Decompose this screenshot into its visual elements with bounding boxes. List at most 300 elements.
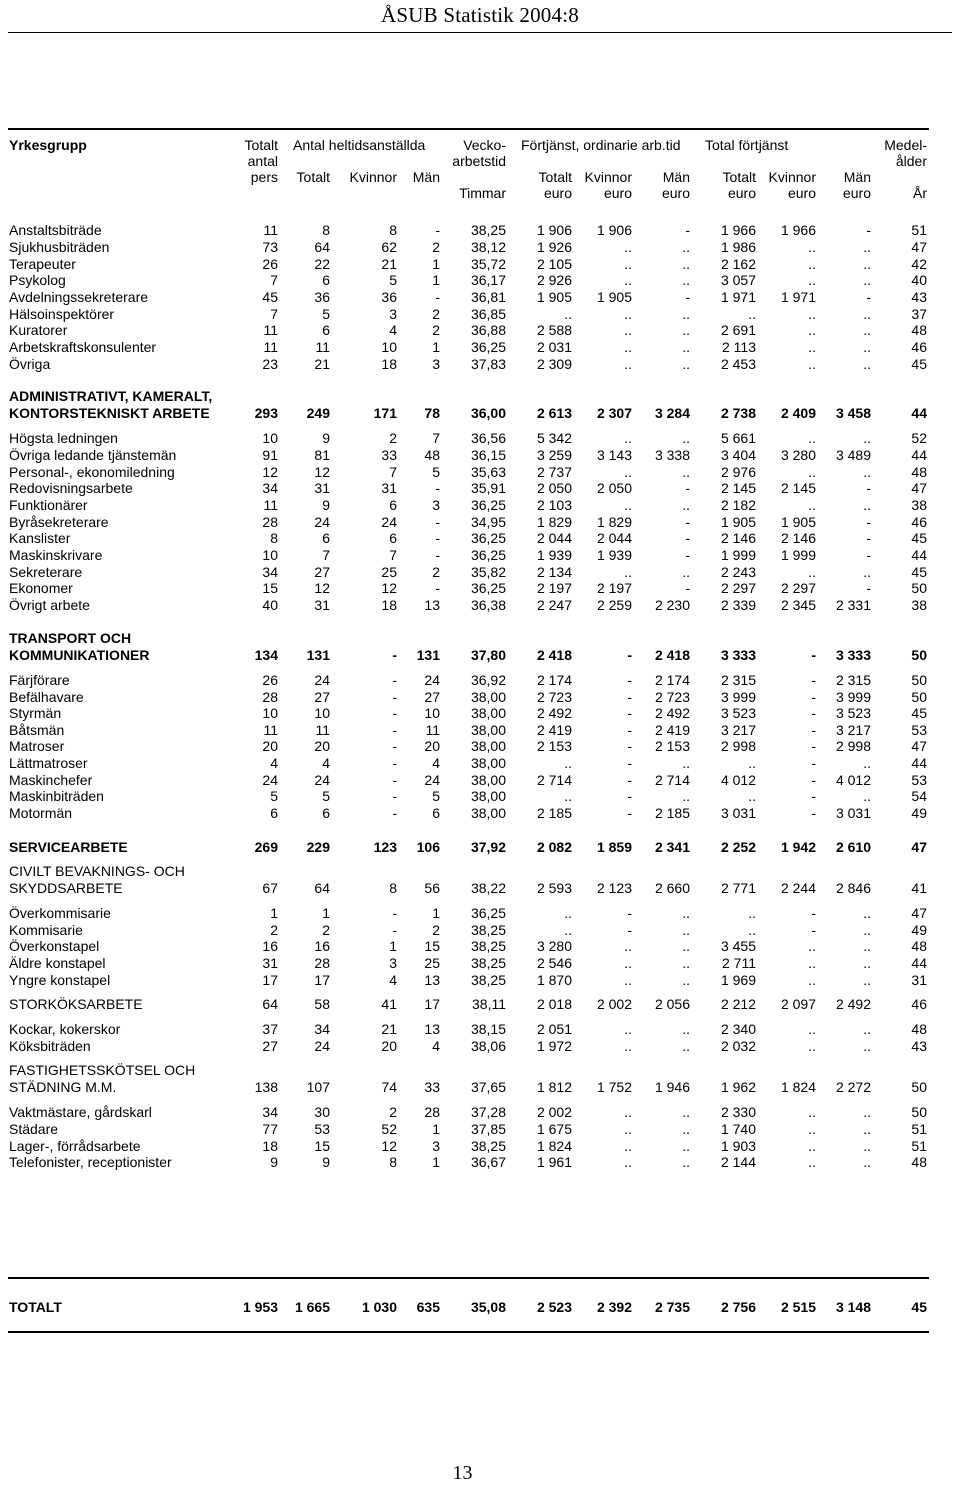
cell-col-9: 4 012 xyxy=(720,772,756,788)
cell-col-11: 2 492 xyxy=(835,996,871,1012)
cell-col-8: 2 714 xyxy=(654,772,690,788)
row-label: Färjförare xyxy=(9,672,70,688)
cell-col-10: .. xyxy=(808,497,816,513)
cell-col-9: 2 032 xyxy=(720,1038,756,1054)
col-header-tf-man-unit: euro xyxy=(842,185,871,201)
cell-col-11: - xyxy=(866,530,871,546)
cell-col-3: 171 xyxy=(373,405,397,421)
cell-col-12: 50 xyxy=(911,647,927,663)
cell-col-7: 3 143 xyxy=(596,447,632,463)
cell-col-10: 2 146 xyxy=(780,530,816,546)
cell-col-4: 10 xyxy=(424,705,440,721)
cell-col-7: .. xyxy=(624,464,632,480)
cell-col-3: 3 xyxy=(389,955,397,971)
cell-col-6: 2 309 xyxy=(536,356,572,372)
row-label: KONTORSTEKNISKT ARBETE xyxy=(9,405,210,421)
cell-col-1: 24 xyxy=(262,772,278,788)
cell-col-7: 2 123 xyxy=(596,880,632,896)
row-label: SERVICEARBETE xyxy=(9,839,128,855)
cell-col-10: 2 515 xyxy=(780,1299,816,1315)
cell-col-3: - xyxy=(392,805,397,821)
cell-col-4: 78 xyxy=(424,405,440,421)
cell-col-8: .. xyxy=(682,955,690,971)
cell-col-8: .. xyxy=(682,922,690,938)
cell-col-4: - xyxy=(435,530,440,546)
cell-col-12: 50 xyxy=(911,1079,927,1095)
cell-col-5: 38,25 xyxy=(470,222,506,238)
page-number: 13 xyxy=(452,1462,473,1484)
cell-col-3: 24 xyxy=(381,514,397,530)
cell-col-2: 6 xyxy=(322,530,330,546)
cell-col-8: 3 338 xyxy=(654,447,690,463)
cell-col-6: .. xyxy=(564,922,572,938)
cell-col-9: .. xyxy=(748,755,756,771)
cell-col-6: .. xyxy=(564,755,572,771)
cell-col-1: 23 xyxy=(262,356,278,372)
cell-col-7: - xyxy=(627,738,632,754)
cell-col-8: 2 230 xyxy=(654,597,690,613)
table-row xyxy=(0,547,960,564)
cell-col-4: 5 xyxy=(432,788,440,804)
cell-col-5: 36,25 xyxy=(470,905,506,921)
row-label: Övriga ledande tjänstemän xyxy=(9,447,177,463)
cell-col-9: .. xyxy=(748,788,756,804)
cell-col-4: 1 xyxy=(432,1154,440,1170)
cell-col-2: 131 xyxy=(306,647,330,663)
cell-col-7: 1 939 xyxy=(596,547,632,563)
row-label: Äldre konstapel xyxy=(9,955,106,971)
page-header xyxy=(0,0,960,40)
cell-col-6: 2 492 xyxy=(536,705,572,721)
cell-col-3: 52 xyxy=(381,1121,397,1137)
cell-col-11: 2 846 xyxy=(835,880,871,896)
col-header-tf-totalt: Totalt xyxy=(722,169,756,185)
cell-col-1: 1 xyxy=(270,905,278,921)
col-header-medel-2: ålder xyxy=(895,153,927,169)
cell-col-3: - xyxy=(392,772,397,788)
cell-col-11: 3 333 xyxy=(835,647,871,663)
table-row xyxy=(0,256,960,273)
cell-col-4: 17 xyxy=(424,996,440,1012)
cell-col-1: 7 xyxy=(270,306,278,322)
cell-col-12: 44 xyxy=(911,405,927,421)
cell-col-9: 2 738 xyxy=(720,405,756,421)
cell-col-3: 12 xyxy=(381,580,397,596)
table-row xyxy=(0,705,960,722)
row-label: Funktionärer xyxy=(9,497,88,513)
cell-col-3: 2 xyxy=(389,1104,397,1120)
cell-col-3: 21 xyxy=(381,1021,397,1037)
cell-col-9: 2 340 xyxy=(720,1021,756,1037)
cell-col-12: 47 xyxy=(911,738,927,754)
col-header-fo-kvinnor-unit: euro xyxy=(603,185,632,201)
cell-col-8: .. xyxy=(682,1104,690,1120)
cell-col-2: 16 xyxy=(314,938,330,954)
cell-col-4: 1 xyxy=(432,256,440,272)
cell-col-7: 1 752 xyxy=(596,1079,632,1095)
cell-col-1: 17 xyxy=(262,972,278,988)
row-label: Befälhavare xyxy=(9,689,84,705)
cell-col-7: - xyxy=(627,905,632,921)
cell-col-1: 67 xyxy=(262,880,278,896)
cell-col-12: 44 xyxy=(911,955,927,971)
cell-col-2: 22 xyxy=(314,256,330,272)
cell-col-11: .. xyxy=(863,564,871,580)
cell-col-5: 38,00 xyxy=(470,772,506,788)
cell-col-5: 36,25 xyxy=(470,580,506,596)
table-row xyxy=(0,239,960,256)
row-label: Båtsmän xyxy=(9,722,65,738)
row-label: Motormän xyxy=(9,805,73,821)
cell-col-10: 3 280 xyxy=(780,447,816,463)
cell-col-11: .. xyxy=(863,497,871,513)
cell-col-10: - xyxy=(811,689,816,705)
cell-col-1: 138 xyxy=(254,1079,278,1095)
cell-col-12: 50 xyxy=(911,689,927,705)
cell-col-9: 1 969 xyxy=(720,972,756,988)
cell-col-2: 249 xyxy=(306,405,330,421)
cell-col-6: 1 905 xyxy=(536,289,572,305)
cell-col-3: 7 xyxy=(389,547,397,563)
cell-col-3: - xyxy=(392,905,397,921)
cell-col-7: - xyxy=(627,722,632,738)
cell-col-6: .. xyxy=(564,788,572,804)
table-row xyxy=(0,955,960,972)
cell-col-11: 2 998 xyxy=(835,738,871,754)
cell-col-2: 6 xyxy=(322,272,330,288)
cell-col-11: 3 217 xyxy=(835,722,871,738)
cell-col-4: 25 xyxy=(424,955,440,971)
cell-col-8: - xyxy=(685,480,690,496)
cell-col-10: 1 905 xyxy=(780,514,816,530)
cell-col-11: - xyxy=(866,514,871,530)
cell-col-2: 81 xyxy=(314,447,330,463)
table-row xyxy=(0,530,960,547)
cell-col-6: 2 105 xyxy=(536,256,572,272)
cell-col-8: .. xyxy=(682,239,690,255)
cell-col-2: 27 xyxy=(314,564,330,580)
cell-col-2: 5 xyxy=(322,306,330,322)
cell-col-12: 45 xyxy=(911,564,927,580)
cell-col-8: .. xyxy=(682,256,690,272)
cell-col-10: .. xyxy=(808,955,816,971)
cell-col-1: 26 xyxy=(262,672,278,688)
cell-col-5: 36,25 xyxy=(470,339,506,355)
cell-col-5: 36,67 xyxy=(470,1154,506,1170)
table-row xyxy=(0,905,960,922)
cell-col-10: 2 244 xyxy=(780,880,816,896)
cell-col-2: 8 xyxy=(322,222,330,238)
cell-col-2: 6 xyxy=(322,322,330,338)
cell-col-5: 37,83 xyxy=(470,356,506,372)
table-row xyxy=(0,755,960,772)
cell-col-3: - xyxy=(392,647,397,663)
cell-col-9: 3 031 xyxy=(720,805,756,821)
row-label: Kanslister xyxy=(9,530,71,546)
cell-col-1: 7 xyxy=(270,272,278,288)
cell-col-1: 6 xyxy=(270,805,278,821)
cell-col-9: 2 145 xyxy=(720,480,756,496)
cell-col-6: 2 714 xyxy=(536,772,572,788)
cell-col-2: 6 xyxy=(322,805,330,821)
cell-col-5: 36,56 xyxy=(470,430,506,446)
cell-col-6: 1 675 xyxy=(536,1121,572,1137)
cell-col-10: .. xyxy=(808,938,816,954)
col-header-tf-kvinnor-unit: euro xyxy=(787,185,816,201)
cell-col-1: 5 xyxy=(270,788,278,804)
cell-col-1: 28 xyxy=(262,514,278,530)
cell-col-5: 38,11 xyxy=(472,996,506,1012)
cell-col-1: 16 xyxy=(262,938,278,954)
cell-col-3: 62 xyxy=(381,239,397,255)
cell-col-9: 2 771 xyxy=(720,880,756,896)
cell-col-1: 45 xyxy=(262,289,278,305)
cell-col-1: 293 xyxy=(254,405,278,421)
cell-col-4: 33 xyxy=(424,1079,440,1095)
cell-col-9: 5 661 xyxy=(720,430,756,446)
cell-col-9: 1 903 xyxy=(720,1138,756,1154)
row-label: Sjukhusbiträden xyxy=(9,239,110,255)
cell-col-3: 21 xyxy=(381,256,397,272)
cell-col-10: - xyxy=(811,788,816,804)
cell-col-6: 2 247 xyxy=(536,597,572,613)
cell-col-8: .. xyxy=(682,1121,690,1137)
cell-col-2: 12 xyxy=(314,464,330,480)
cell-col-10: - xyxy=(811,772,816,788)
cell-col-1: 34 xyxy=(262,1104,278,1120)
cell-col-9: 3 217 xyxy=(720,722,756,738)
cell-col-11: 2 315 xyxy=(835,672,871,688)
cell-col-12: 51 xyxy=(911,1121,927,1137)
col-header-tf-man: Män xyxy=(843,169,871,185)
cell-col-3: 123 xyxy=(373,839,397,855)
row-label: Styrmän xyxy=(9,705,62,721)
table-row xyxy=(0,447,960,464)
cell-col-7: .. xyxy=(624,256,632,272)
cell-col-1: 9 xyxy=(270,1154,278,1170)
cell-col-4: 7 xyxy=(432,430,440,446)
cell-col-6: 2 523 xyxy=(536,1299,572,1315)
cell-col-12: 50 xyxy=(911,672,927,688)
cell-col-9: 2 330 xyxy=(720,1104,756,1120)
cell-col-8: .. xyxy=(682,306,690,322)
cell-col-11: .. xyxy=(863,972,871,988)
cell-col-3: - xyxy=(392,922,397,938)
cell-col-9: .. xyxy=(748,922,756,938)
cell-col-11: .. xyxy=(863,1138,871,1154)
cell-col-7: .. xyxy=(624,972,632,988)
cell-col-1: 11 xyxy=(263,722,278,738)
cell-col-8: .. xyxy=(682,938,690,954)
cell-col-4: 2 xyxy=(432,239,440,255)
cell-col-3: 5 xyxy=(389,272,397,288)
cell-col-12: 48 xyxy=(911,1154,927,1170)
cell-col-1: 15 xyxy=(262,580,278,596)
cell-col-6: 1 824 xyxy=(536,1138,572,1154)
cell-col-10: 1 966 xyxy=(780,222,816,238)
cell-col-9: 1 986 xyxy=(720,239,756,255)
cell-col-7: 2 050 xyxy=(596,480,632,496)
cell-col-9: 3 999 xyxy=(720,689,756,705)
cell-col-2: 31 xyxy=(314,597,330,613)
cell-col-3: - xyxy=(392,738,397,754)
cell-col-4: 1 xyxy=(432,339,440,355)
cell-col-5: 36,25 xyxy=(470,547,506,563)
cell-col-11: - xyxy=(866,289,871,305)
cell-col-5: 37,80 xyxy=(470,647,506,663)
cell-col-8: .. xyxy=(682,564,690,580)
table-row xyxy=(0,480,960,497)
col-header-fo-kvinnor: Kvinnor xyxy=(584,169,632,185)
col-header-totalt-antal-2: antal xyxy=(247,153,278,169)
table-row xyxy=(0,922,960,939)
row-label: STORKÖKSARBETE xyxy=(9,996,143,1012)
cell-col-12: 49 xyxy=(911,922,927,938)
row-label: Maskinchefer xyxy=(9,772,93,788)
cell-col-9: .. xyxy=(748,905,756,921)
cell-col-9: 2 315 xyxy=(720,672,756,688)
cell-col-4: 3 xyxy=(432,1138,440,1154)
cell-col-3: - xyxy=(392,672,397,688)
table-row xyxy=(0,564,960,581)
cell-col-6: 1 812 xyxy=(536,1079,572,1095)
cell-col-9: 1 962 xyxy=(720,1079,756,1095)
cell-col-7: .. xyxy=(624,339,632,355)
row-label: Sekreterare xyxy=(9,564,83,580)
cell-col-12: 43 xyxy=(911,1038,927,1054)
cell-col-6: 3 259 xyxy=(536,447,572,463)
cell-col-7: .. xyxy=(624,955,632,971)
cell-col-1: 12 xyxy=(262,464,278,480)
table-row xyxy=(0,722,960,739)
cell-col-5: 34,95 xyxy=(470,514,506,530)
cell-col-9: .. xyxy=(748,306,756,322)
cell-col-6: .. xyxy=(564,306,572,322)
cell-col-11: 4 012 xyxy=(835,772,871,788)
cell-col-10: - xyxy=(811,805,816,821)
cell-col-6: 2 002 xyxy=(536,1104,572,1120)
cell-col-11: 3 148 xyxy=(835,1299,871,1315)
cell-col-10: 2 297 xyxy=(780,580,816,596)
cell-col-1: 34 xyxy=(262,564,278,580)
cell-col-5: 38,25 xyxy=(470,938,506,954)
cell-col-10: .. xyxy=(808,972,816,988)
cell-col-6: 2 419 xyxy=(536,722,572,738)
cell-col-11: .. xyxy=(863,430,871,446)
cell-col-7: 1 829 xyxy=(596,514,632,530)
total-bottom-rule xyxy=(8,1331,929,1333)
cell-col-8: .. xyxy=(682,356,690,372)
row-label: Byråsekreterare xyxy=(9,514,109,530)
cell-col-2: 7 xyxy=(322,547,330,563)
cell-col-2: 9 xyxy=(322,497,330,513)
cell-col-8: 2 418 xyxy=(654,647,690,663)
cell-col-11: .. xyxy=(863,1121,871,1137)
cell-col-3: 33 xyxy=(381,447,397,463)
col-header-timmar: Timmar xyxy=(459,185,506,201)
cell-col-12: 51 xyxy=(911,1138,927,1154)
cell-col-5: 36,88 xyxy=(470,322,506,338)
cell-col-5: 38,00 xyxy=(470,722,506,738)
row-label: Hälsoinspektörer xyxy=(9,306,115,322)
cell-col-12: 50 xyxy=(911,580,927,596)
row-label: TOTALT xyxy=(9,1299,62,1315)
cell-col-6: 2 593 xyxy=(536,880,572,896)
cell-col-4: 13 xyxy=(424,972,440,988)
row-label: Övriga xyxy=(9,356,51,372)
cell-col-4: - xyxy=(435,547,440,563)
cell-col-8: 3 284 xyxy=(654,405,690,421)
cell-col-9: 1 999 xyxy=(720,547,756,563)
cell-col-6: 2 197 xyxy=(536,580,572,596)
cell-col-2: 53 xyxy=(314,1121,330,1137)
table-row xyxy=(0,1021,960,1038)
table-row xyxy=(0,514,960,531)
table-row xyxy=(0,497,960,514)
cell-col-12: 47 xyxy=(911,905,927,921)
row-label: Högsta ledningen xyxy=(9,430,118,446)
cell-col-3: 18 xyxy=(381,597,397,613)
cell-col-11: - xyxy=(866,580,871,596)
cell-col-7: - xyxy=(627,689,632,705)
row-label: Överkonstapel xyxy=(9,938,100,954)
cell-col-1: 4 xyxy=(270,755,278,771)
row-label: SKYDDSARBETE xyxy=(9,880,123,896)
cell-col-2: 24 xyxy=(314,514,330,530)
cell-col-4: 24 xyxy=(424,772,440,788)
cell-col-6: 1 961 xyxy=(536,1154,572,1170)
cell-col-12: 46 xyxy=(911,339,927,355)
cell-col-2: 27 xyxy=(314,689,330,705)
cell-col-5: 36,81 xyxy=(470,289,506,305)
row-label: Kockar, kokerskor xyxy=(9,1021,121,1037)
cell-col-6: 1 939 xyxy=(536,547,572,563)
table-row xyxy=(0,672,960,689)
cell-col-6: 1 870 xyxy=(536,972,572,988)
cell-col-4: - xyxy=(435,580,440,596)
cell-col-2: 1 665 xyxy=(294,1299,330,1315)
row-label: Överkommisarie xyxy=(9,905,111,921)
col-header-fo-totalt-unit: euro xyxy=(543,185,572,201)
cell-col-6: 2 103 xyxy=(536,497,572,513)
cell-col-2: 4 xyxy=(322,755,330,771)
cell-col-11: .. xyxy=(863,922,871,938)
cell-col-3: 25 xyxy=(381,564,397,580)
table-row xyxy=(0,339,960,356)
col-header-yrkesgrupp: Yrkesgrupp xyxy=(9,137,87,153)
cell-col-8: - xyxy=(685,580,690,596)
cell-col-6: 3 280 xyxy=(536,938,572,954)
cell-col-2: 28 xyxy=(314,955,330,971)
cell-col-1: 64 xyxy=(262,996,278,1012)
cell-col-9: 2 252 xyxy=(720,839,756,855)
cell-col-10: 2 145 xyxy=(780,480,816,496)
cell-col-4: 27 xyxy=(424,689,440,705)
row-label: Övrigt arbete xyxy=(9,597,90,613)
cell-col-2: 11 xyxy=(315,722,330,738)
col-header-fo-man: Män xyxy=(662,169,690,185)
cell-col-10: - xyxy=(811,738,816,754)
cell-col-4: - xyxy=(435,480,440,496)
cell-col-9: 2 756 xyxy=(720,1299,756,1315)
cell-col-7: .. xyxy=(624,272,632,288)
cell-col-12: 48 xyxy=(911,1021,927,1037)
row-label: Yngre konstapel xyxy=(9,972,111,988)
cell-col-3: - xyxy=(392,705,397,721)
cell-col-12: 51 xyxy=(911,222,927,238)
cell-col-4: 13 xyxy=(424,1021,440,1037)
row-label: Redovisningsarbete xyxy=(9,480,133,496)
